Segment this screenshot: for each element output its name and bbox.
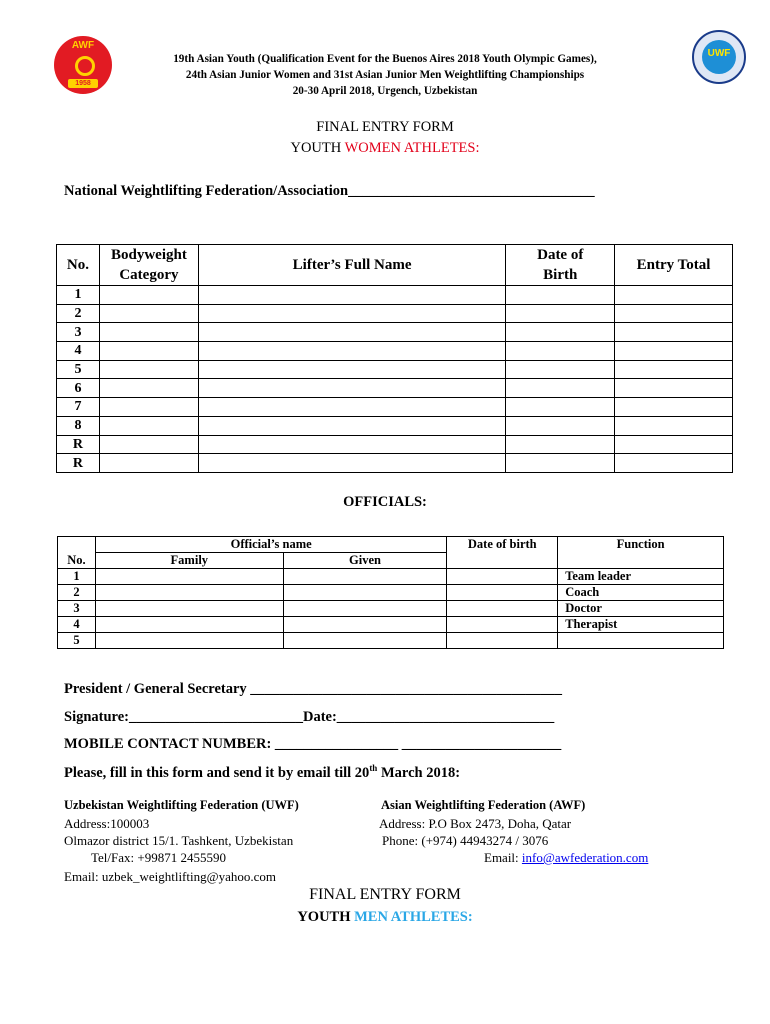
- bodyweight-cell[interactable]: [99, 416, 198, 435]
- family-cell[interactable]: [95, 585, 283, 601]
- uwf-email: Email: uzbek_weightlifting@yahoo.com: [64, 869, 276, 884]
- table-row: [57, 435, 733, 454]
- total-cell[interactable]: [615, 360, 733, 379]
- col-no: No.: [57, 245, 100, 286]
- uwf-contact-name: Uzbekistan Weightlifting Federation (UWF): [64, 798, 299, 812]
- given-cell[interactable]: [283, 601, 447, 617]
- bodyweight-cell[interactable]: [99, 360, 198, 379]
- name-cell[interactable]: [198, 435, 505, 454]
- officials-header-row-1: [58, 537, 724, 553]
- uwf-telfax: Tel/Fax: +99871 2455590: [91, 850, 226, 865]
- col-officials-function: Function: [558, 537, 724, 569]
- col-family: Family: [95, 553, 283, 569]
- row-no: 2: [58, 585, 96, 601]
- table-row: [58, 633, 724, 649]
- send-instructions-text: Please, fill in this form and send it by email till 20: [64, 764, 370, 781]
- given-cell[interactable]: [283, 585, 447, 601]
- table-row: [58, 569, 724, 585]
- row-no: 7: [57, 398, 100, 417]
- table-row: [58, 617, 724, 633]
- col-given: Given: [283, 553, 447, 569]
- row-no: R: [57, 435, 100, 454]
- uwf-address: Address:100003: [64, 816, 150, 831]
- function-cell: Team leader: [558, 569, 724, 585]
- col-entry-total: Entry Total: [615, 245, 733, 286]
- total-cell[interactable]: [615, 435, 733, 454]
- dob-cell[interactable]: [506, 323, 615, 342]
- send-instructions: [64, 763, 460, 782]
- table-row: [57, 342, 733, 361]
- name-cell[interactable]: [198, 323, 505, 342]
- function-cell: Coach: [558, 585, 724, 601]
- officials-title: OFFICIALS:: [343, 494, 427, 510]
- dob-cell[interactable]: [506, 398, 615, 417]
- bodyweight-cell[interactable]: [99, 304, 198, 323]
- dob-cell[interactable]: [506, 416, 615, 435]
- total-cell[interactable]: [615, 342, 733, 361]
- header-line-1: 19th Asian Youth (Qualification Event for the Buenos Aires 2018 Youth Olympic Games),: [173, 53, 597, 65]
- federation-field[interactable]: National Weightlifting Federation/Association__________________________________: [64, 183, 595, 199]
- table-row: [57, 379, 733, 398]
- dob-cell[interactable]: [447, 585, 558, 601]
- dob-cell[interactable]: [506, 286, 615, 305]
- table-row: [57, 286, 733, 305]
- awf-logo-year: 1958: [68, 79, 98, 88]
- total-cell[interactable]: [615, 286, 733, 305]
- athletes-header-row: [57, 245, 733, 286]
- function-cell: [558, 633, 724, 649]
- dob-cell[interactable]: [506, 360, 615, 379]
- given-cell[interactable]: [283, 617, 447, 633]
- col-bodyweight: [99, 245, 198, 286]
- dob-cell[interactable]: [506, 435, 615, 454]
- row-no: 2: [57, 304, 100, 323]
- subtitle-women: WOMEN ATHLETES:: [344, 140, 480, 156]
- col-officials-name: Official’s name: [95, 537, 446, 553]
- name-cell[interactable]: [198, 398, 505, 417]
- awf-email-link[interactable]: info@awfederation.com: [521, 850, 649, 865]
- dob-cell[interactable]: [447, 633, 558, 649]
- col-officials-no: No.: [58, 553, 96, 569]
- uwf-logo: [692, 30, 746, 84]
- name-cell[interactable]: [198, 454, 505, 473]
- awf-logo-text: AWF: [71, 40, 95, 51]
- table-row: [57, 360, 733, 379]
- form-subtitle: [0, 140, 770, 157]
- name-cell[interactable]: [198, 379, 505, 398]
- total-cell[interactable]: [615, 398, 733, 417]
- total-cell[interactable]: [615, 416, 733, 435]
- awf-logo: [54, 36, 112, 94]
- col-lifter-name: Lifter’s Full Name: [198, 245, 505, 286]
- bodyweight-cell[interactable]: [99, 398, 198, 417]
- row-no: 1: [58, 569, 96, 585]
- dob-cell[interactable]: [447, 617, 558, 633]
- dob-cell[interactable]: [506, 342, 615, 361]
- row-no: 4: [57, 342, 100, 361]
- form2-title: FINAL ENTRY FORM: [309, 886, 461, 903]
- total-cell[interactable]: [615, 379, 733, 398]
- athletes-table: [56, 244, 733, 473]
- row-no: 3: [57, 323, 100, 342]
- table-row: [57, 304, 733, 323]
- bodyweight-cell[interactable]: [99, 323, 198, 342]
- name-cell[interactable]: [198, 342, 505, 361]
- subtitle-prefix: YOUTH: [290, 140, 345, 156]
- col-dob-line-1: Date of: [537, 247, 584, 263]
- uwf-district: Olmazor district 15/1. Tashkent, Uzbekistan: [64, 833, 294, 848]
- bodyweight-cell[interactable]: [99, 342, 198, 361]
- family-cell[interactable]: [95, 601, 283, 617]
- president-field[interactable]: President / General Secretary ___________________________________________: [64, 681, 563, 697]
- bodyweight-cell[interactable]: [99, 379, 198, 398]
- mobile-contact-field[interactable]: MOBILE CONTACT NUMBER: _________________ ______________________: [64, 736, 562, 752]
- dob-cell[interactable]: [447, 569, 558, 585]
- form2-subtitle: [0, 909, 770, 926]
- form2-subtitle-prefix: YOUTH: [297, 909, 355, 925]
- given-cell[interactable]: [283, 569, 447, 585]
- form-title: FINAL ENTRY FORM: [316, 119, 454, 135]
- signature-date-field[interactable]: Signature:________________________Date:______________________________: [64, 709, 555, 725]
- row-no: 4: [58, 617, 96, 633]
- table-row: [57, 398, 733, 417]
- family-cell[interactable]: [95, 633, 283, 649]
- awf-phone: Phone: (+974) 44943274 / 3076: [382, 833, 549, 848]
- uwf-logo-text: UWF: [707, 48, 731, 59]
- bodyweight-cell[interactable]: [99, 454, 198, 473]
- table-row: [58, 585, 724, 601]
- officials-corner-cell: [58, 537, 96, 553]
- name-cell[interactable]: [198, 286, 505, 305]
- row-no: 1: [57, 286, 100, 305]
- row-no: 5: [58, 633, 96, 649]
- awf-address: Address: P.O Box 2473, Doha, Qatar: [379, 816, 572, 831]
- row-no: 5: [57, 360, 100, 379]
- total-cell[interactable]: [615, 304, 733, 323]
- dob-cell[interactable]: [506, 304, 615, 323]
- send-instructions-date: March 2018:: [377, 764, 461, 781]
- family-cell[interactable]: [95, 569, 283, 585]
- awf-logo-ring-icon: [75, 56, 95, 76]
- send-instructions-sup: th: [369, 763, 378, 773]
- name-cell[interactable]: [198, 416, 505, 435]
- table-row: [57, 323, 733, 342]
- col-bodyweight-line-1: Bodyweight: [111, 247, 187, 263]
- row-no: 8: [57, 416, 100, 435]
- header-line-2: 24th Asian Junior Women and 31st Asian Junior Men Weightlifting Championships: [185, 69, 585, 81]
- col-dob: [506, 245, 615, 286]
- table-row: [57, 416, 733, 435]
- dob-cell[interactable]: [506, 379, 615, 398]
- name-cell[interactable]: [198, 304, 505, 323]
- col-bodyweight-line-2: Category: [119, 267, 179, 283]
- dob-cell[interactable]: [506, 454, 615, 473]
- col-dob-line-2: Birth: [543, 267, 578, 283]
- function-cell: Therapist: [558, 617, 724, 633]
- table-row: [57, 454, 733, 473]
- table-row: [58, 601, 724, 617]
- total-cell[interactable]: [615, 454, 733, 473]
- name-cell[interactable]: [198, 360, 505, 379]
- given-cell[interactable]: [283, 633, 447, 649]
- officials-table: [57, 536, 724, 649]
- col-officials-dob: Date of birth: [447, 537, 558, 569]
- bodyweight-cell[interactable]: [99, 435, 198, 454]
- row-no: R: [57, 454, 100, 473]
- total-cell[interactable]: [615, 323, 733, 342]
- header-line-3: 20-30 April 2018, Urgench, Uzbekistan: [292, 85, 478, 97]
- dob-cell[interactable]: [447, 601, 558, 617]
- family-cell[interactable]: [95, 617, 283, 633]
- row-no: 3: [58, 601, 96, 617]
- bodyweight-cell[interactable]: [99, 286, 198, 305]
- row-no: 6: [57, 379, 100, 398]
- subtitle-men: MEN ATHLETES:: [354, 909, 473, 925]
- awf-email-label: Email:: [484, 850, 522, 865]
- awf-email: [484, 850, 648, 866]
- function-cell: Doctor: [558, 601, 724, 617]
- awf-contact-name: Asian Weightlifting Federation (AWF): [381, 798, 586, 812]
